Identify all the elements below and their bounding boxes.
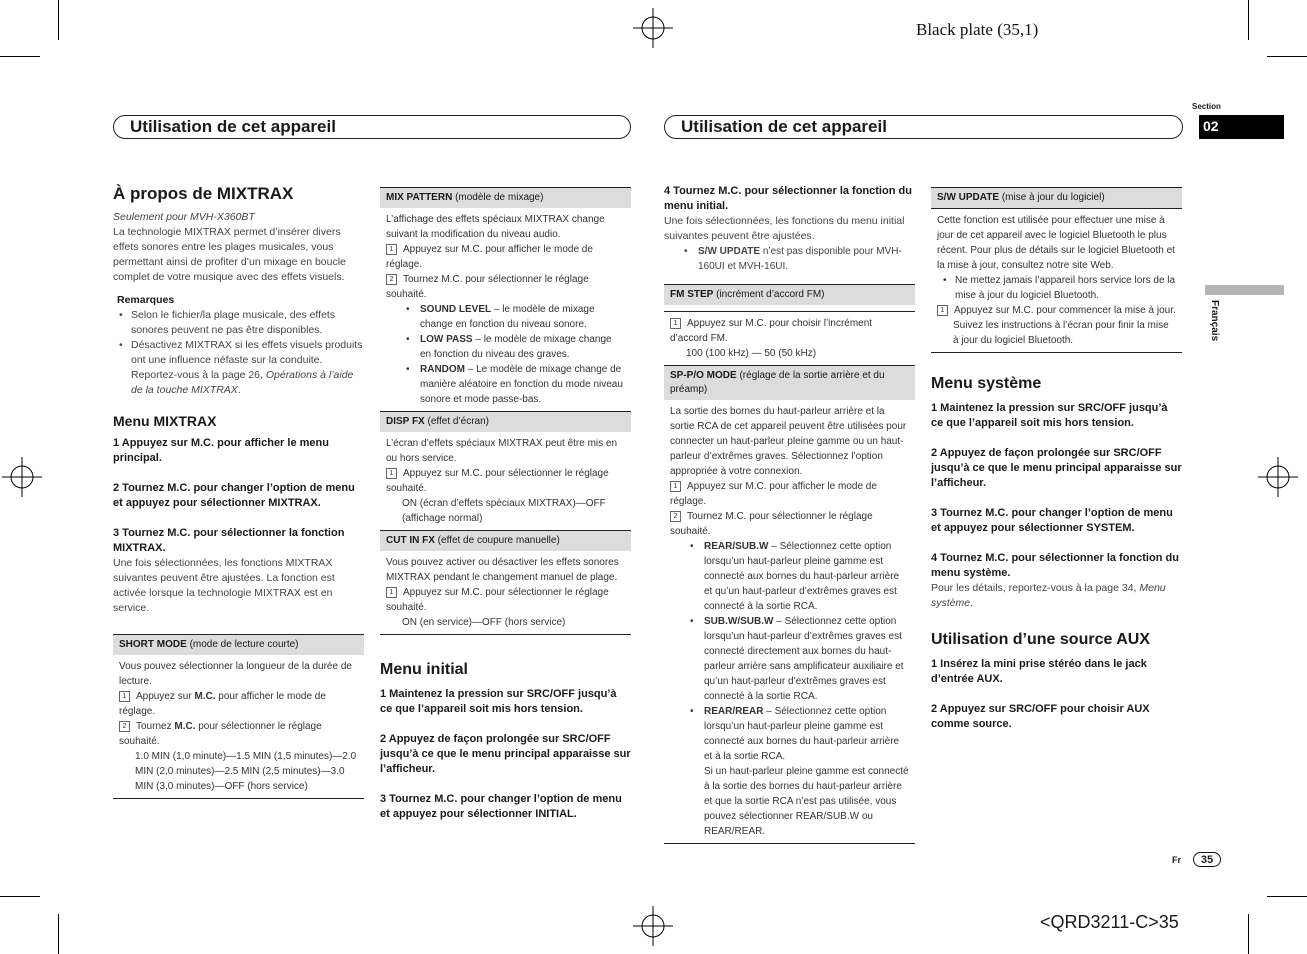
remark-item: • Selon le fichier/la plage musicale, des effets sonores peuvent ne pas être disponibles. (113, 308, 364, 338)
note-item: • S/W UPDATE n’est pas disponible pour MVH-160UI et MVH-16UI. (664, 244, 915, 274)
registration-mark-icon (2, 457, 42, 497)
setting-bar-cut-in-fx (380, 530, 631, 551)
crop-mark (1267, 896, 1307, 897)
page-number: 35 (1193, 852, 1221, 867)
setting-text: La sortie des bornes du haut-parleur arrière et la sortie RCA de cet appareil peuvent être utilisées pour connecter un haut-parleur pleine gamme ou un haut-parleur d’extrêmes graves. Sélectionnez l’option appropriée à votre connexion. (670, 406, 907, 477)
language-tab (1198, 300, 1238, 350)
section-number: 02 (1203, 118, 1219, 134)
step: 4 Tournez M.C. pour sélectionner la fonction du menu initial. (664, 185, 912, 212)
setting-text: L’affichage des effets spéciaux MIXTRAX change suivant la modification du niveau audio. (386, 214, 605, 240)
setting-step: 1 Appuyez sur M.C. pour sélectionner le réglage souhaité. (386, 587, 609, 613)
paragraph: La technologie MIXTRAX permet d’insérer divers effets sonores entre les plages musicales, vous permettant ainsi de profiter d’un mixage en boucle complet de votre musique avec des effets visuels. (113, 226, 346, 283)
setting-desc: (réglage de la sortie arrière et du préamp) (670, 370, 885, 395)
setting-text: Vous pouvez sélectionner la longueur de la durée de lecture. (119, 661, 352, 687)
option-item: • RANDOM – Le modèle de mixage change de manière aléatoire en fonction du mode niveau sonore et mode passe-bas. (386, 362, 625, 407)
step: 2 Tournez M.C. pour changer l’option de menu et appuyez pour sélectionner MIXTRAX. (113, 482, 355, 509)
page-reference: Opérations à l’aide de la touche MIXTRAX (131, 369, 354, 396)
setting-body (664, 400, 915, 844)
option-item: • REAR/SUB.W – Sélectionnez cette option lorsqu’un haut-parleur pleine gamme est connecté aux bornes du haut-parleur arrière et qu’un haut-parleur d’extrêmes graves est connecté à la sortie RCA. (670, 539, 909, 614)
step-2-icon: 2 (119, 721, 130, 732)
setting-step: 2 Tournez M.C. pour sélectionner le réglage souhaité. (670, 511, 873, 537)
section-header-title: Utilisation de cet appareil (681, 117, 887, 136)
setting-desc: (modèle de mixage) (455, 192, 544, 203)
crop-mark (0, 56, 40, 57)
setting-desc: (mode de lecture courte) (189, 639, 299, 650)
step-1-icon: 1 (670, 481, 681, 492)
step: 1 Insérez la mini prise stéréo dans le jack d’entrée AUX. (931, 658, 1147, 685)
crop-mark (1267, 56, 1307, 57)
setting-values: ON (écran d’effets spéciaux MIXTRAX)—OFF (affichage normal) (402, 498, 606, 524)
step-1-icon: 1 (386, 587, 397, 598)
step-1-icon: 1 (937, 305, 948, 316)
setting-name: MIX PATTERN (386, 192, 453, 203)
setting-name: SP-P/O MODE (670, 370, 737, 381)
setting-name: CUT IN FX (386, 535, 435, 546)
setting-step: 1 Appuyez sur M.C. pour afficher le mode de réglage. (119, 691, 326, 717)
setting-bar-mix-pattern (380, 187, 631, 208)
heading-menu-mixtrax: Menu MIXTRAX (113, 413, 217, 429)
option-extra: Si un haut-parleur pleine gamme est connecté à la sortie des bornes du haut-parleur arrière et que la sortie RCA n’est pas utilisée, vous pouvez sélectionner REAR/SUB.W ou REAR/REAR. (704, 766, 909, 837)
plate-label: Black plate (35,1) (916, 20, 1039, 39)
heading-menu-system: Menu système (931, 375, 1042, 392)
step: 2 Appuyez de façon prolongée sur SRC/OFF jusqu’à ce que le menu principal apparaisse sur l’afficheur. (931, 447, 1182, 489)
column-4 (931, 187, 1182, 732)
option-item: • LOW PASS – le modèle de mixage change en fonction du niveau des graves. (386, 332, 625, 362)
step: 1 Maintenez la pression sur SRC/OFF jusqu’à ce que l’appareil soit mis hors tension. (931, 402, 1168, 429)
section-header-title: Utilisation de cet appareil (130, 117, 336, 136)
setting-step: 1 Appuyez sur M.C. pour choisir l’incrément d’accord FM. (670, 318, 873, 344)
heading-menu-initial: Menu initial (380, 661, 468, 678)
note-item: • Ne mettez jamais l’appareil hors service lors de la mise à jour du logiciel Bluetooth. (937, 273, 1176, 303)
remark-item: • Désactivez MIXTRAX si les effets visuels produits ont une influence néfaste sur la conduite. Reportez-vous à la page 26, Opérations à l’aide de la touche MIXTRAX. (113, 338, 364, 398)
setting-values: ON (en service)—OFF (hors service) (402, 617, 566, 628)
setting-text: Cette fonction est utilisée pour effectuer une mise à jour de cet appareil avec le logiciel Bluetooth le plus récent. Pour plus de détails sur le logiciel Bluetooth et la mise à jour, consultez notre site Web. (937, 215, 1175, 271)
language-tab-bar (1205, 285, 1284, 295)
crop-mark (58, 0, 59, 40)
setting-bar-fm-step (664, 284, 915, 305)
page-reference: Menu système (931, 582, 1166, 609)
column-2 (380, 187, 631, 822)
setting-body (380, 551, 631, 635)
crop-mark (58, 914, 59, 954)
setting-text: Vous pouvez activer ou désactiver les effets sonores MIXTRAX pendant le changement manuel de plage. (386, 557, 619, 583)
setting-body (380, 432, 631, 530)
setting-body (113, 655, 364, 799)
language-label: Français (1209, 300, 1220, 342)
step: 3 Tournez M.C. pour sélectionner la fonction MIXTRAX. (113, 527, 345, 554)
setting-step: 2 Tournez M.C. pour sélectionner le réglage souhaité. (386, 274, 589, 300)
setting-step-extra: Suivez les instructions à l’écran pour finir la mise à jour du logiciel Bluetooth. (953, 320, 1169, 346)
document-code: <QRD3211-C>35 (1040, 912, 1179, 932)
remark-text: Désactivez MIXTRAX si les effets visuels produits ont une influence néfaste sur la conduite. Reportez-vous à la page 26, (131, 339, 363, 381)
model-note: Seulement pour MVH-X360BT (113, 211, 255, 223)
setting-text: L’écran d’effets spéciaux MIXTRAX peut être mis en ou hors service. (386, 438, 618, 464)
setting-bar-disp-fx (380, 411, 631, 432)
crop-mark (0, 896, 40, 897)
step-1-icon: 1 (386, 244, 397, 255)
setting-bar-sw-update (931, 187, 1182, 208)
setting-name: DISP FX (386, 416, 425, 427)
option-item: • REAR/REAR – Sélectionnez cette option lorsqu’un haut-parleur pleine gamme est connecté aux bornes du haut-parleur arrière et à la sortie RCA. (670, 704, 909, 764)
setting-step: 1 Appuyez sur M.C. pour afficher le mode de réglage. (386, 244, 593, 270)
footer-language: Fr (1172, 855, 1181, 865)
step: 4 Tournez M.C. pour sélectionner la fonction du menu système. (931, 552, 1179, 579)
setting-values: 100 (100 kHz) — 50 (50 kHz) (686, 348, 817, 359)
setting-step: 1 Appuyez sur M.C. pour afficher le mode de réglage. (670, 481, 877, 507)
setting-step: 1 Appuyez sur M.C. pour sélectionner le réglage souhaité. (386, 468, 609, 494)
step-1-icon: 1 (386, 468, 397, 479)
section-header-right (664, 115, 1183, 139)
step: 1 Maintenez la pression sur SRC/OFF jusqu’à ce que l’appareil soit mis hors tension. (380, 688, 617, 715)
setting-name: FM STEP (670, 289, 714, 300)
setting-body (664, 311, 915, 365)
registration-mark-icon (1258, 457, 1298, 497)
paragraph: Pour les détails, reportez-vous à la page 34, Menu système. (931, 582, 1166, 609)
registration-mark-icon (633, 906, 673, 946)
setting-bar-short-mode (113, 634, 364, 655)
setting-desc: (effet de coupure manuelle) (437, 535, 560, 546)
setting-bar-sp-po-mode (664, 365, 915, 400)
option-item: • SOUND LEVEL – le modèle de mixage change en fonction du niveau sonore. (386, 302, 625, 332)
setting-body (380, 208, 631, 411)
step-2-icon: 2 (670, 511, 681, 522)
registration-mark-icon (633, 8, 673, 48)
heading-aux: Utilisation d’une source AUX (931, 631, 1150, 648)
column-3 (664, 184, 915, 844)
paragraph: Une fois sélectionnées, les fonctions du menu initial suivantes peuvent être ajustées. (664, 215, 905, 242)
setting-step: 2 Tournez M.C. pour sélectionner le réglage souhaité. (119, 721, 322, 747)
setting-body (931, 208, 1182, 353)
setting-desc: (mise à jour du logiciel) (1001, 192, 1105, 203)
step-1-icon: 1 (670, 318, 681, 329)
step-1-icon: 1 (119, 691, 130, 702)
heading-mixtrax: À propos de MIXTRAX (113, 184, 294, 203)
step-2-icon: 2 (386, 274, 397, 285)
setting-values: 1.0 MIN (1,0 minute)—1.5 MIN (1,5 minutes)—2.0 MIN (2,0 minutes)—2.5 MIN (2,5 minutes)—3.0 MIN (3,0 minutes)—OFF (hors service) (135, 751, 357, 792)
crop-mark (1248, 914, 1249, 954)
option-item: • SUB.W/SUB.W – Sélectionnez cette option lorsqu’un haut-parleur d’extrêmes graves est connecté directement aux bornes du haut-parleur arrière sans amplificateur auxiliaire et qu’un haut-parleur d’extrêmes graves est connecté à la sortie RCA. (670, 614, 909, 704)
column-1 (113, 184, 364, 799)
paragraph: Une fois sélectionnées, les fonctions MIXTRAX suivantes peuvent être ajustées. La fonction est activée lorsque la technologie MIXTRAX est en service. (113, 557, 335, 614)
step: 3 Tournez M.C. pour changer l’option de menu et appuyez pour sélectionner INITIAL. (380, 793, 622, 820)
step: 1 Appuyez sur M.C. pour afficher le menu principal. (113, 437, 329, 464)
setting-name: S/W UPDATE (937, 192, 1000, 203)
step: 2 Appuyez sur SRC/OFF pour choisir AUX comme source. (931, 703, 1150, 730)
section-label: Section (1192, 102, 1221, 111)
setting-step: 1 Appuyez sur M.C. pour commencer la mise à jour. (937, 303, 1176, 318)
remarks-title: Remarques (117, 294, 175, 306)
setting-desc: (incrément d’accord FM) (716, 289, 825, 300)
crop-mark (1248, 0, 1249, 40)
setting-desc: (effet d’écran) (427, 416, 490, 427)
setting-name: SHORT MODE (119, 639, 187, 650)
step: 2 Appuyez de façon prolongée sur SRC/OFF jusqu’à ce que le menu principal apparaisse sur l’afficheur. (380, 733, 631, 775)
section-header-left (113, 115, 631, 139)
step: 3 Tournez M.C. pour changer l’option de menu et appuyez pour sélectionner SYSTEM. (931, 507, 1173, 534)
